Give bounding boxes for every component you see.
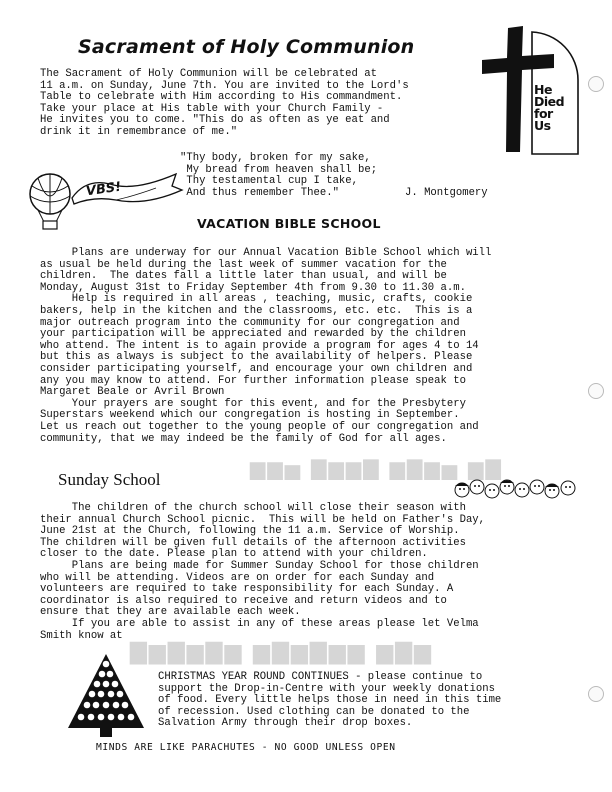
text-line: who attend. The intent is to again provide a program for ages 4 to 14 <box>40 339 479 352</box>
christmas-tree-icon <box>64 650 148 740</box>
text-line: The children will be given full details of the afternoon activities <box>40 536 466 549</box>
vbs-title: VACATION BIBLE SCHOOL <box>197 216 381 231</box>
children-faces-icon <box>452 476 580 502</box>
text-line: Let us reach out together to the young people of our congregation and <box>40 420 479 433</box>
hot-air-balloon-icon <box>16 170 186 232</box>
poem-line: My bread from heaven shall be; <box>180 163 378 176</box>
text-line: ensure that they are available each week. <box>40 606 301 619</box>
text-line: Monday, August 31st to Friday September 4th from 9.30 to 11.30 a.m. <box>40 281 466 294</box>
cross-caption-line: He <box>534 82 552 97</box>
text-line: of recession. Used clothing can be donated to the <box>158 705 470 718</box>
text-line: major outreach program into the community for our congregation and <box>40 316 460 329</box>
punch-hole <box>588 76 604 92</box>
poem-line: And thus remember Thee." <box>180 186 339 199</box>
text-line: He invites you to come. "This do as often as ye eat and <box>40 114 390 127</box>
text-line: June 21st at the Church, following the 11 a.m. Service of Worship. <box>40 525 460 538</box>
punch-hole <box>588 383 604 399</box>
text-line: bakers, help in the kitchen and the classrooms, etc. etc. This is a <box>40 304 473 317</box>
text-line: consider participating yourself, and encourage your own children and <box>40 362 473 375</box>
footer-motto: MINDS ARE LIKE PARACHUTES - NO GOOD UNLESS OPEN <box>96 742 396 753</box>
communion-title: Sacrament of Holy Communion <box>78 36 415 58</box>
text-line: community, that we may indeed be the family of God for all ages. <box>40 432 447 445</box>
cross-icon <box>478 26 580 156</box>
text-line: Smith know at <box>40 629 123 642</box>
text-line: Margaret Beale or Avril Brown <box>40 386 225 399</box>
text-line: of food. Every little helps those in need in this time <box>158 694 502 707</box>
text-line: volunteers are required to take responsibility for each Sunday. A <box>40 583 454 596</box>
children-faces-illustration <box>452 476 580 502</box>
punch-hole <box>588 686 604 702</box>
text-line: Plans are underway for our Annual Vacation Bible School which will <box>40 247 492 259</box>
text-line: Your prayers are sought for this event, and for the Presbytery <box>40 397 466 410</box>
bleed-through-shadow: ▆▆▅ ▇▆▆▇ ▆▇▆▅ ▆▇ <box>250 456 503 480</box>
text-line: The Sacrament of Holy Communion will be celebrated at <box>40 68 377 80</box>
text-line: your participation will be appreciated and rewarded by the children <box>40 328 466 341</box>
text-line: any you may know to attend. For further information please speak to <box>40 374 466 387</box>
poem-line: "Thy body, broken for my sake, <box>180 152 371 164</box>
text-line: Table to celebrate with Him according to His commandment. <box>40 91 403 104</box>
text-line: CHRISTMAS YEAR ROUND CONTINUES - please continue to <box>158 671 483 683</box>
bleed-through-shadow: ▇▆▇▆▇▆ ▆▇▆▇▆▆ ▆▇▆ <box>130 640 434 665</box>
text-line: their annual Church School picnic. This will be held on Father's Day, <box>40 513 486 526</box>
cross-caption-line: Us <box>534 118 551 133</box>
christmas-tree-illustration <box>64 650 148 740</box>
communion-paragraph <box>40 69 409 139</box>
christmas-year-round-notice <box>158 672 501 730</box>
balloon-banner-label: VBS! <box>85 179 123 200</box>
text-line: closer to the date. Please plan to attend with your children. <box>40 548 428 561</box>
cross-caption-line: Died <box>534 94 565 109</box>
text-line: Superstars weekend which our congregation is hosting in September. <box>40 409 460 422</box>
text-line: support the Drop-in-Centre with your weekly donations <box>158 682 495 695</box>
text-line: Help is required in all areas , teaching, music, crafts, cookie <box>40 293 473 306</box>
cross-illustration <box>478 26 580 156</box>
poem-line: Thy testamental cup I take, <box>180 175 359 188</box>
text-line: but this as always is subject to the availability of helpers. Please <box>40 351 473 364</box>
vbs-body <box>40 248 491 445</box>
sunday-school-body <box>40 503 485 642</box>
text-line: Plans are being made for Summer Sunday School for those children <box>40 559 479 572</box>
text-line: as usual be held during the last week of summer vacation for the <box>40 258 447 271</box>
text-line: drink it in remembrance of me." <box>40 125 238 138</box>
text-line: Take your place at His table with your Church Family - <box>40 102 384 115</box>
text-line: coordinator is also required to receive and return videos and to <box>40 594 447 607</box>
text-line: The children of the church school will close their season with <box>40 502 466 514</box>
sunday-school-title: Sunday School <box>58 470 161 489</box>
text-line: 11 a.m. on Sunday, June 7th. You are invited to the Lord's <box>40 79 409 92</box>
poem <box>180 153 377 199</box>
poem-author: J. Montgomery <box>405 187 488 199</box>
text-line: If you are able to assist in any of these areas please let Velma <box>40 617 479 630</box>
text-line: children. The dates fall a little later than usual, and will be <box>40 270 447 283</box>
text-line: who will be attending. Videos are on order for each Sunday and <box>40 571 435 584</box>
cross-caption-line: for <box>534 106 553 121</box>
hot-air-balloon-illustration <box>16 170 186 232</box>
text-line: Salvation Army through their drop boxes. <box>158 717 413 730</box>
